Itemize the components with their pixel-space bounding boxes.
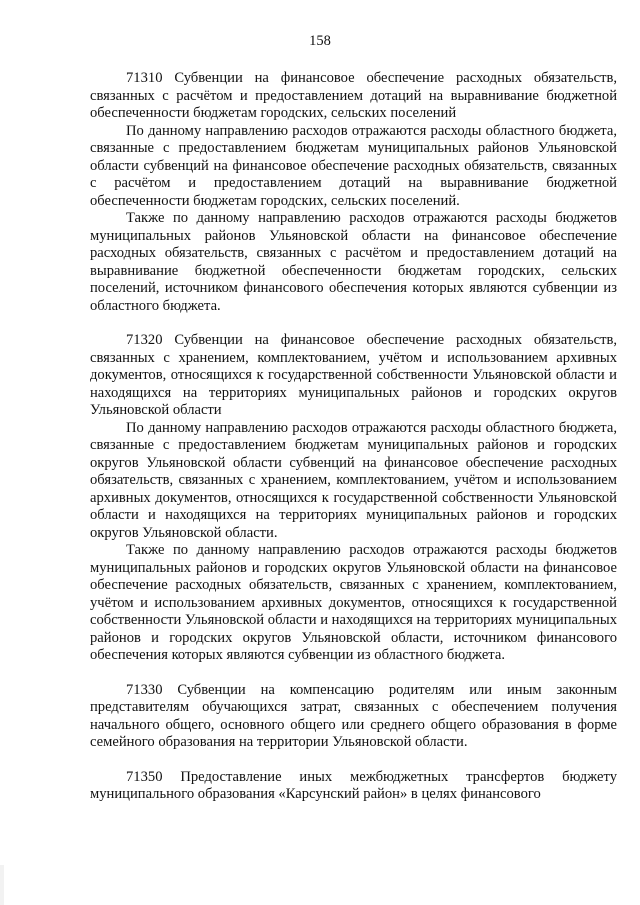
section-gap [90, 315, 617, 332]
section-heading-71330: 71330 Субвенции на компенсацию родителям или иным законным представителям обучающихся затрат, связанных с обеспечением получения начального общего, основного общего или среднего общего образования в форме семейного образования на территории Ульяновской области. [90, 681, 617, 750]
scan-edge [0, 865, 4, 905]
section-gap [90, 665, 617, 682]
section-heading-71310: 71310 Субвенции на финансовое обеспечение расходных обязательств, связанных с расчётом и предоставлением дотаций на выравнивание бюджетной обеспеченности бюджетам городских, сельских поселений [90, 70, 617, 121]
paragraph: По данному направлению расходов отражаются расходы областного бюджета, связанные с предоставлением бюджетам муниципальных районов и городских округов Ульяновской области субвенций на финансовое обеспечение расходных обязательств, связанных с хранением, комплектованием, учётом и использованием архивных документов, относящихся к государственной собственности Ульяновской области и находящихся на территориях муниципальных районов и городских округов Ульяновской области. [90, 419, 617, 541]
page-number: 158 [309, 33, 331, 49]
paragraph: По данному направлению расходов отражаются расходы областного бюджета, связанные с предоставлением бюджетам муниципальных районов Ульяновской области субвенций на финансовое обеспечение расходных обязательств, связанных с расчётом и предоставлением дотаций на выравнивание бюджетной обеспеченности бюджетам городских, сельских поселений. [90, 122, 617, 209]
section-heading-71350: 71350 Предоставление иных межбюджетных трансфертов бюджету муниципального образования «Карсунский район» в целях финансового [90, 768, 617, 802]
document-body [90, 70, 617, 804]
section-gap [90, 752, 617, 769]
paragraph: Также по данному направлению расходов отражаются расходы бюджетов муниципальных районов и городских округов Ульяновской области на финансовое обеспечение расходных обязательств, связанных с хранением, комплектованием, учётом и использованием архивных документов, относящихся к государственной собственности Ульяновской области и находящихся на территориях муниципальных районов и городских округов Ульяновской области, источником финансового обеспечения которых являются субвенции из областного бюджета. [90, 542, 617, 663]
paragraph: Также по данному направлению расходов отражаются расходы бюджетов муниципальных районов Ульяновской области на финансовое обеспечение расходных обязательств, связанных с расчётом и предоставлением дотаций на выравнивание бюджетной обеспеченности бюджетам городских, сельских поселений, источником финансового обеспечения которых являются субвенции из областного бюджета. [90, 210, 617, 314]
section-heading-71320: 71320 Субвенции на финансовое обеспечение расходных обязательств, связанных с хранением, комплектованием, учётом и использованием архивных документов, относящихся к государственной собственности Ульяновской области и находящихся на территориях муниципальных районов и городских округов Ульяновской области [90, 332, 617, 418]
